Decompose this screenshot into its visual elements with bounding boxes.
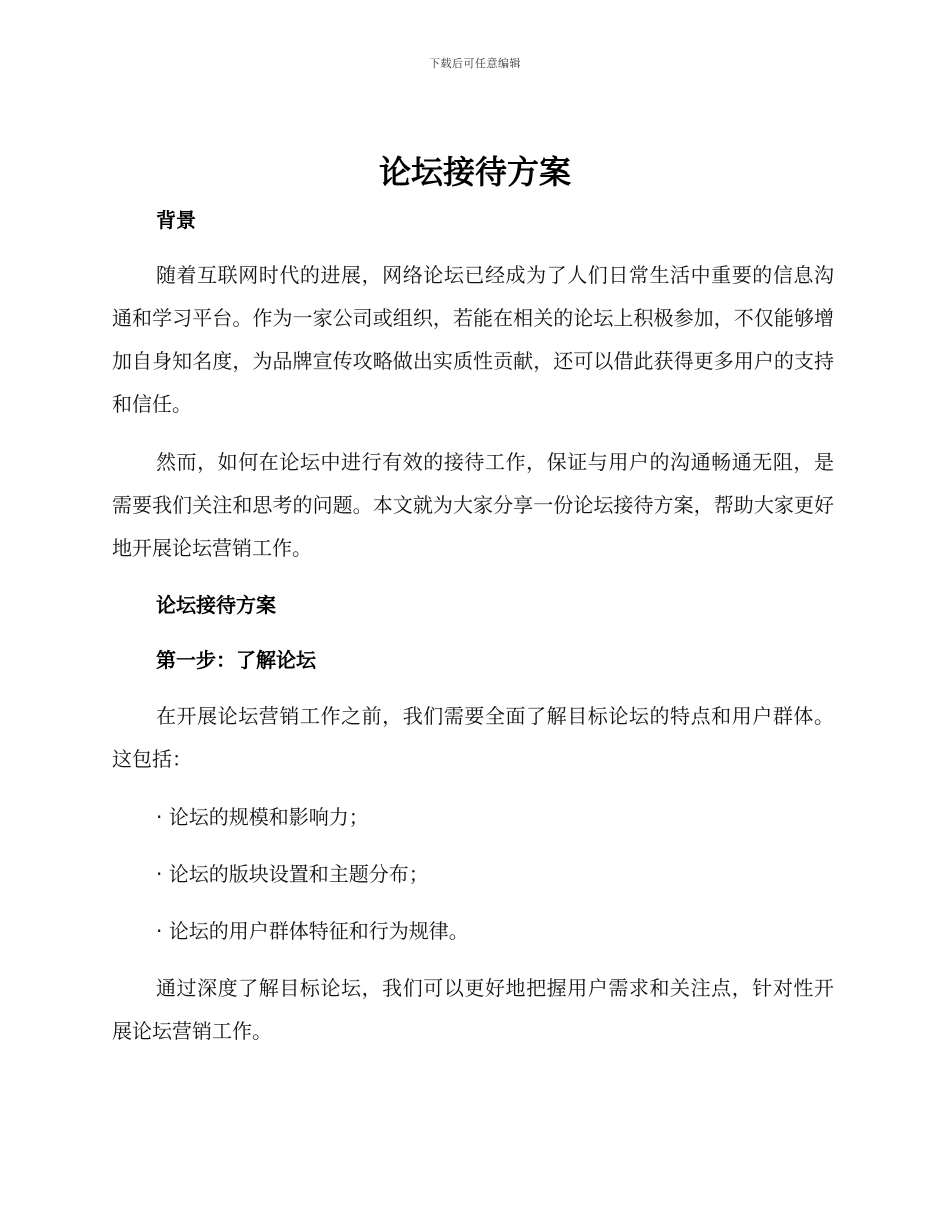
list-item: · 论坛的版块设置和主题分布； <box>156 862 429 886</box>
paragraph-step1-conclusion: 通过深度了解目标论坛，我们可以更好地把握用户需求和关注点，针对性开展论坛营销工作。 <box>112 976 834 1043</box>
paragraph-background-2: 然而，如何在论坛中进行有效的接待工作，保证与用户的沟通畅通无阻，是需要我们关注和思考的问题。本文就为大家分享一份论坛接待方案，帮助大家更好地开展论坛营销工作。 <box>112 450 834 560</box>
paragraph-background-1: 随着互联网时代的进展，网络论坛已经成为了人们日常生活中重要的信息沟通和学习平台。作为一家公司或组织，若能在相关的论坛上积极参加，不仅能够增加自身知名度，为品牌宣传攻略做出实质性贡献，还可以借此获得更多用户的支持和信任。 <box>112 263 834 416</box>
list-item: · 论坛的用户群体特征和行为规律。 <box>156 919 469 943</box>
paragraph-step1-intro: 在开展论坛营销工作之前，我们需要全面了解目标论坛的特点和用户群体。这包括： <box>112 704 834 771</box>
header-note: 下载后可任意编辑 <box>429 57 521 70</box>
document-title: 论坛接待方案 <box>378 153 571 191</box>
section-heading-plan: 论坛接待方案 <box>156 593 276 617</box>
list-item: · 论坛的规模和影响力； <box>156 805 369 829</box>
document-body <box>112 200 834 1053</box>
section-heading-background: 背景 <box>156 208 196 232</box>
section-heading-step1: 第一步：了解论坛 <box>156 648 316 672</box>
